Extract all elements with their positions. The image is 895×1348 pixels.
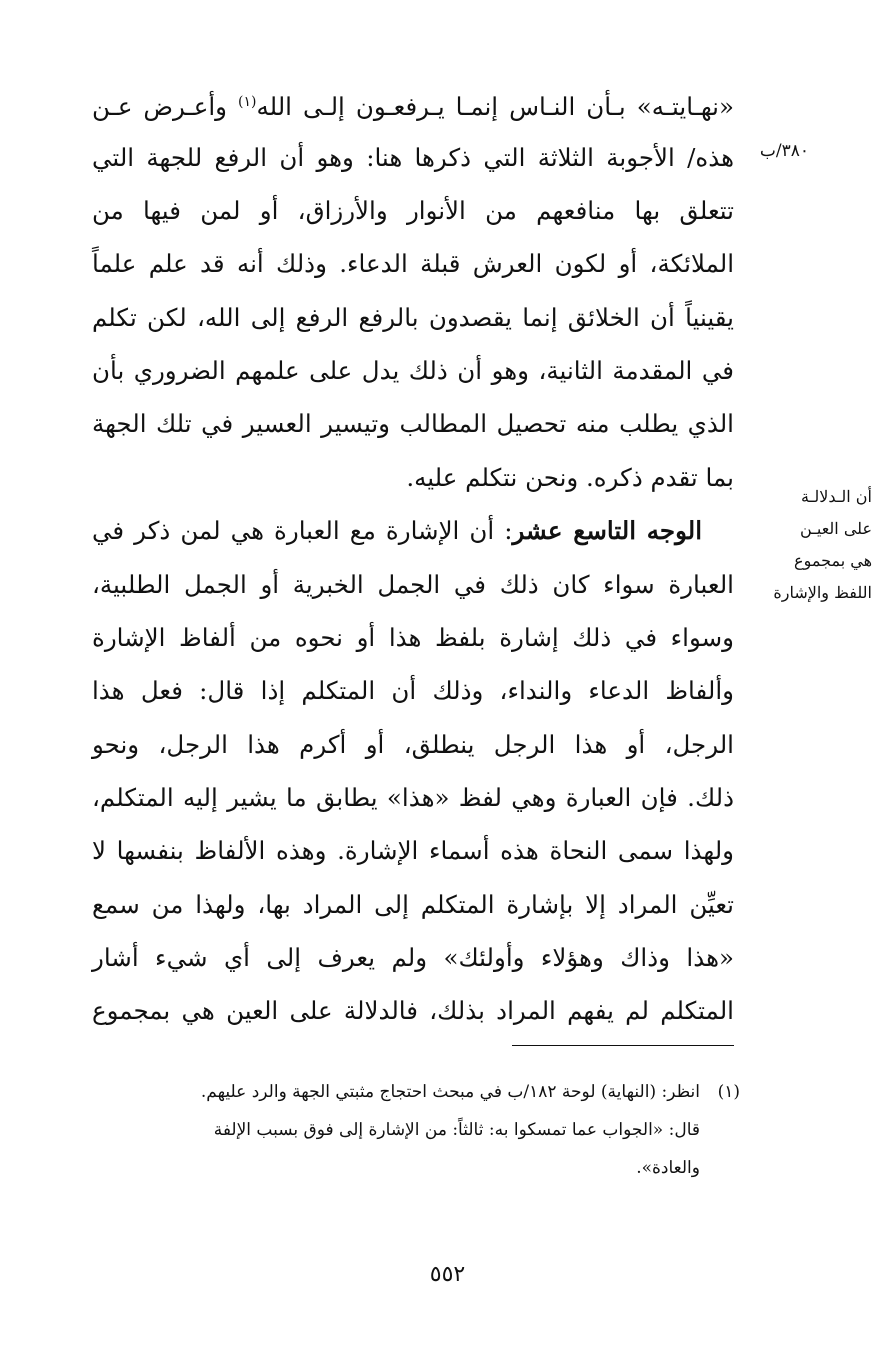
footnote-reference: (١) [238,94,257,110]
section-heading: الوجه التاسع عشر [512,516,702,545]
footnote-line: انظر: (النهاية) لوحة ١٨٢/ب في مبحث احتجاج مثبتي الجهة والرد عليهم. [200,1082,700,1102]
page-number: ٥٥٢ [429,1262,466,1287]
margin-heading-line-1: أن الـدلالـة [801,487,872,506]
footnote-line: قال: «الجواب عما تمسكوا به: ثالثاً: من الإشارة إلى فوق بسبب الإلفة [213,1120,700,1140]
text-line: بما تقدم ذكره. ونحن نتكلم عليه. [406,463,734,492]
text-line: وألفاظ الدعاء والنداء، وذلك أن المتكلم إذا قال: فعل هذا [92,676,734,705]
text-line: هذه/ الأجوبة الثلاثة التي ذكرها هنا: وهو أن الرفع للجهة التي [92,143,734,172]
text-line: الذي يطلب منه تحصيل المطالب وتيسير العسير في تلك الجهة [92,409,734,438]
text-run: وأعـرض عـن [92,92,238,122]
text-line [92,74,734,130]
text-line: وسواء في ذلك إشارة بلفظ هذا أو نحوه من ألفاظ الإشارة [92,623,734,652]
footnote-number: (١) [717,1082,740,1102]
text-line: تعيِّن المراد إلا بإشارة المتكلم إلى المراد بها، ولهذا من سمع [92,890,734,919]
footnote-separator [512,1045,734,1046]
text-line: تتعلق بها منافعهم من الأنوار والأرزاق، أو لمن فيها من [92,196,734,225]
text-line: الملائكة، أو لكون العرش قبلة الدعاء. وذلك أنه قد علم علماً [92,249,734,278]
folio-marker: ٣٨٠/ب [759,141,809,161]
margin-heading-line-2: على العيـن [800,519,872,538]
section-heading-line [92,503,702,559]
text-run: «نهـايتـه» بـأن النـاس إنمـا يـرفعـون إلـى الله [256,92,734,122]
text-line: «هذا وذاك وهؤلاء وأولئك» ولم يعرف إلى أي شيء أشار [92,943,734,972]
text-line: العبارة سواء كان ذلك في الجمل الخبرية أو الجمل الطلبية، [92,570,734,599]
text-line: ولهذا سمى النحاة هذه أسماء الإشارة. وهذه الألفاظ بنفسها لا [92,836,734,865]
text-line: المتكلم لم يفهم المراد بذلك، فالدلالة على العين هي بمجموع [92,996,734,1025]
margin-heading-line-3: هي بمجموع [794,551,872,570]
footnote-line: والعادة». [636,1158,700,1178]
text-run: : أن الإشارة مع العبارة هي لمن ذكر في [92,516,513,545]
text-line: الرجل، أو هذا الرجل ينطلق، أو أكرم هذا الرجل، ونحو [92,730,734,759]
text-line: يقينياً أن الخلائق إنما يقصدون بالرفع الرفع إلى الله، لكن تكلم [92,303,734,332]
text-line: ذلك. فإن العبارة وهي لفظ «هذا» يطابق ما يشير إليه المتكلم، [92,783,734,812]
text-line: في المقدمة الثانية، وهو أن ذلك يدل على علمهم الضروري بأن [92,356,734,385]
margin-heading-line-4: اللفظ والإشارة [773,583,872,602]
